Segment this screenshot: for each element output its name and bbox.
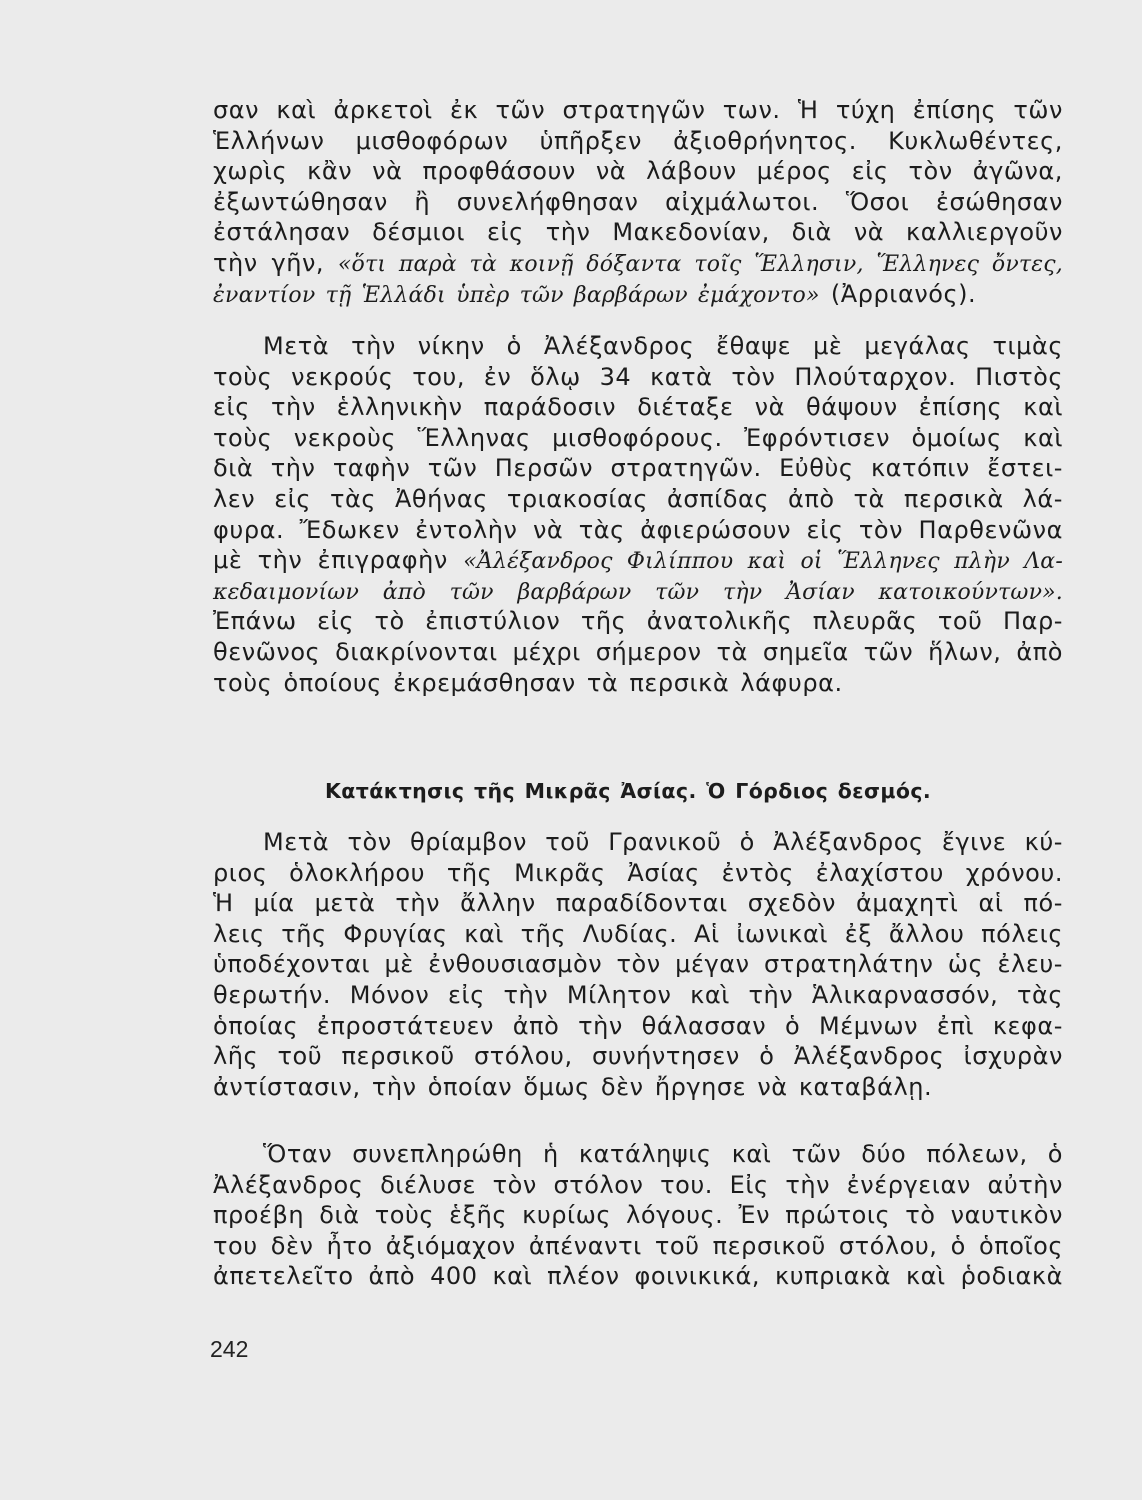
text-line: ἀπετελεῖτο ἀπὸ 400 καὶ πλέον φοινικικά, κυπριακὰ καὶ ῥοδιακὰ — [213, 1262, 1063, 1291]
text-line: τοὺς νεκρούς του, ἐν ὅλῳ 34 κατὰ τὸν Πλούταρχον. Πιστὸς — [213, 362, 1063, 391]
text-line: ὁποίας ἐπροστάτευεν ἀπὸ τὴν θάλασσαν ὁ Μέμνων ἐπὶ κεφα- — [213, 1011, 1063, 1040]
text-line: χωρὶς κἂν νὰ προφθάσουν νὰ λάβουν μέρος εἰς τὸν ἀγῶνα, — [213, 157, 1063, 186]
text-line: λεις τῆς Φρυγίας καὶ τῆς Λυδίας. Αἱ ἰωνικαὶ ἐξ ἄλλου πόλεις — [213, 919, 1063, 948]
text-line: Ἀλέξανδρος διέλυσε τὸν στόλον του. Εἰς τὴν ἐνέργειαν αὐτὴν — [213, 1170, 1063, 1199]
text-line: ἐξωντώθησαν ἢ συνελήφθησαν αἰχμάλωτοι. Ὅσοι ἐσώθησαν — [213, 187, 1063, 216]
section-heading: Κατάκτησις τῆς Μικρᾶς Ἀσίας. Ὁ Γόρδιος δεσμός. — [325, 779, 932, 803]
text-line: Ἑλλήνων μισθοφόρων ὑπῆρξεν ἀξιοθρήνητος. Κυκλωθέντες, — [213, 126, 1063, 155]
text-line: φυρα. Ἔδωκεν ἐντολὴν νὰ τὰς ἀφιερώσουν εἰς τὸν Παρθενῶνα — [213, 515, 1063, 544]
paragraph-greek-mercenaries — [213, 95, 1063, 309]
paragraph-asia-minor-conquest — [213, 827, 1063, 1102]
text-line: Ἐπάνω εἰς τὸ ἐπιστύλιον τῆς ἀνατολικῆς πλευρᾶς τοῦ Παρ- — [213, 607, 1063, 636]
text-line: τοὺς νεκροὺς Ἕλληνας μισθοφόρους. Ἐφρόντισεν ὁμοίως καὶ — [213, 423, 1063, 452]
paragraph-burial-spoils — [213, 331, 1063, 698]
text-line-with-quote — [213, 248, 1063, 279]
text-line: ριος ὁλοκλήρου τῆς Μικρᾶς Ἀσίας ἐντὸς ἐλαχίστου χρόνου. — [213, 858, 1063, 887]
text-fragment: μὲ τὴν ἐπιγραφὴν — [213, 546, 448, 575]
text-line: ἐστάλησαν δέσμιοι εἰς τὴν Μακεδονίαν, διὰ νὰ καλλιεργοῦν — [213, 218, 1063, 247]
text-line: ἀντίστασιν, τὴν ὁποίαν ὅμως δὲν ἤργησε νὰ καταβάλῃ. — [213, 1072, 933, 1101]
paragraph-fleet-dissolution — [213, 1139, 1063, 1292]
text-fragment: τὴν γῆν, — [213, 248, 325, 277]
text-line: θενῶνος διακρίνονται μέχρι σήμερον τὰ σημεῖα τῶν ἥλων, ἀπὸ — [213, 637, 1063, 666]
text-line: τοὺς ὁποίους ἐκρεμάσθησαν τὰ περσικὰ λάφυρα. — [213, 668, 843, 697]
text-line: εἰς τὴν ἑλληνικὴν παράδοσιν διέταξε νὰ θάψουν ἐπίσης καὶ — [213, 393, 1063, 422]
text-line: λεν εἰς τὰς Ἀθήνας τριακοσίας ἀσπίδας ἀπὸ τὰ περσικὰ λά- — [213, 484, 1063, 513]
text-line: λῆς τοῦ περσικοῦ στόλου, συνήντησεν ὁ Ἀλέξανδρος ἰσχυρὰν — [213, 1042, 1063, 1071]
text-line: ὑποδέχονται μὲ ἐνθουσιασμὸν τὸν μέγαν στρατηλάτην ὡς ἐλευ- — [213, 950, 1063, 979]
arrian-quote-end: ἐναντίον τῇ Ἑλλάδι ὑπὲρ τῶν βαρβάρων ἐμάχοντο» — [213, 282, 820, 308]
text-line: του δὲν ἦτο ἀξιόμαχον ἀπέναντι τοῦ περσικοῦ στόλου, ὁ ὁποῖος — [213, 1231, 1063, 1260]
citation: (Ἀρριανός). — [830, 279, 977, 308]
text-line-with-inscription — [213, 545, 1063, 576]
text-line: Ἡ μία μετὰ τὴν ἄλλην παραδίδονται σχεδὸν ἀμαχητὶ αἱ πό- — [213, 889, 1063, 918]
text-line-with-inscription — [213, 576, 1063, 607]
inscription-quote: «Ἀλέξανδρος Φιλίππου καὶ οἱ Ἕλληνες πλὴν Λα- — [463, 549, 1063, 575]
text-line-with-quote — [213, 279, 1063, 310]
text-line: Μετὰ τὸν θρίαμβον τοῦ Γρανικοῦ ὁ Ἀλέξανδρος ἔγινε κύ- — [263, 828, 1063, 856]
inscription-quote-end: κεδαιμονίων ἀπὸ τῶν βαρβάρων τῶν τὴν Ἀσίαν κατοικούντων». — [213, 579, 1063, 605]
arrian-quote: «ὅτι παρὰ τὰ κοινῇ δόξαντα τοῖς Ἕλλησιν, Ἕλληνες ὄντες, — [337, 251, 1063, 277]
text-line: θερωτήν. Μόνον εἰς τὴν Μίλητον καὶ τὴν Ἁλικαρνασσόν, τὰς — [213, 980, 1063, 1009]
page-number: 242 — [210, 1336, 249, 1362]
text-line: προέβη διὰ τοὺς ἑξῆς κυρίως λόγους. Ἐν πρώτοις τὸ ναυτικὸν — [213, 1201, 1063, 1230]
text-line: σαν καὶ ἀρκετοὶ ἐκ τῶν στρατηγῶν των. Ἡ τύχη ἐπίσης τῶν — [213, 96, 1063, 124]
text-line: διὰ τὴν ταφὴν τῶν Περσῶν στρατηγῶν. Εὐθὺς κατόπιν ἔστει- — [213, 454, 1063, 483]
text-line: Μετὰ τὴν νίκην ὁ Ἀλέξανδρος ἔθαψε μὲ μεγάλας τιμὰς — [263, 332, 1063, 360]
text-line: Ὅταν συνεπληρώθη ἡ κατάληψις καὶ τῶν δύο πόλεων, ὁ — [263, 1140, 1063, 1168]
